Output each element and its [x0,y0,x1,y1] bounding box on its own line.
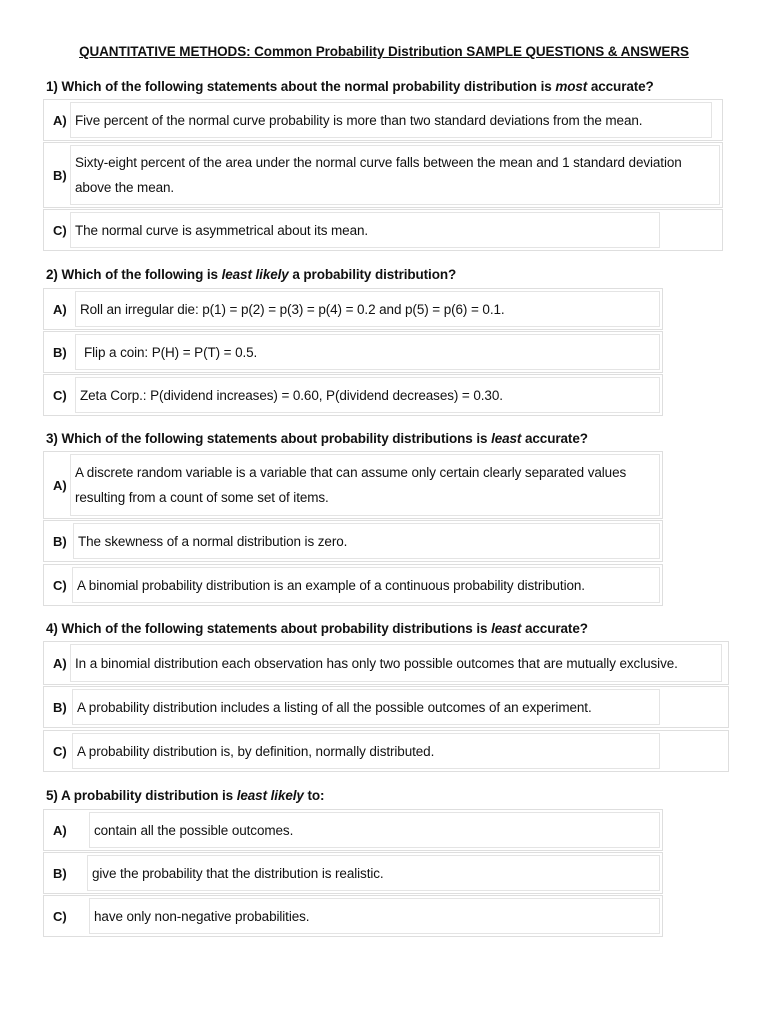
option-text: The skewness of a normal distribution is zero. [73,523,660,559]
question-3-emphasis: least [491,431,522,446]
option-text: A probability distribution includes a listing of all the possible outcomes of an experiment. [72,689,660,725]
option-text: Five percent of the normal curve probability is more than two standard deviations from the mean. [70,102,712,138]
question-4-option-a[interactable] [43,641,729,685]
option-label: B) [53,699,67,715]
question-1-option-c[interactable] [43,209,723,251]
option-label: B) [53,533,67,549]
option-label: B) [53,865,67,881]
option-label: A) [53,655,67,671]
option-text: Flip a coin: P(H) = P(T) = 0.5. [75,334,660,370]
question-3-option-a[interactable] [43,451,663,519]
option-text: In a binomial distribution each observation has only two possible outcomes that are mutually exclusive. [70,644,722,682]
question-4: 4) Which of the following statements about probability distributions is least accurate? [46,621,588,636]
option-label: A) [53,301,67,317]
option-label: C) [53,908,67,924]
question-2-option-c[interactable] [43,374,663,416]
option-text: contain all the possible outcomes. [89,812,660,848]
question-1-option-a[interactable] [43,99,723,141]
question-3: 3) Which of the following statements about probability distributions is least accurate? [46,431,588,446]
option-text: give the probability that the distribution is realistic. [87,855,660,891]
option-text: Zeta Corp.: P(dividend increases) = 0.60, P(dividend decreases) = 0.30. [75,377,660,413]
question-1: 1) Which of the following statements about the normal probability distribution is most accurate? [46,79,654,94]
option-text: A probability distribution is, by definition, normally distributed. [72,733,660,769]
option-text: A discrete random variable is a variable that can assume only certain clearly separated values resulting from a count of some set of items. [70,454,660,516]
question-5-option-c[interactable] [43,895,663,937]
option-text: Sixty-eight percent of the area under the normal curve falls between the mean and 1 standard deviation above the mean. [70,145,720,205]
option-label: A) [53,477,67,493]
question-5-emphasis: least likely [236,788,304,803]
page-title: QUANTITATIVE METHODS: Common Probability Distribution SAMPLE QUESTIONS & ANSWERS [79,44,689,59]
question-1-emphasis: most [555,79,588,94]
option-label: C) [53,743,67,759]
question-3-option-b[interactable] [43,520,663,562]
option-label: C) [53,577,67,593]
question-4-emphasis: least [491,621,522,636]
option-text: A binomial probability distribution is an example of a continuous probability distribution. [72,567,660,603]
option-text: The normal curve is asymmetrical about its mean. [70,212,660,248]
question-4-option-b[interactable] [43,686,729,728]
option-label: C) [53,387,67,403]
option-label: C) [53,222,67,238]
option-label: A) [53,112,67,128]
question-5-option-a[interactable] [43,809,663,851]
option-text: Roll an irregular die: p(1) = p(2) = p(3) = p(4) = 0.2 and p(5) = p(6) = 0.1. [75,291,660,327]
option-text: have only non-negative probabilities. [89,898,660,934]
question-5-option-b[interactable] [43,852,663,894]
option-label: A) [53,822,67,838]
question-4-option-c[interactable] [43,730,729,772]
question-2-option-b[interactable] [43,331,663,373]
question-5: 5) A probability distribution is least likely to: [46,788,325,803]
question-2-option-a[interactable] [43,288,663,330]
option-label: B) [53,167,67,183]
option-label: B) [53,344,67,360]
question-1-option-b[interactable] [43,142,723,208]
question-2: 2) Which of the following is least likely a probability distribution? [46,267,457,282]
question-3-option-c[interactable] [43,564,663,606]
question-2-emphasis: least likely [221,267,289,282]
